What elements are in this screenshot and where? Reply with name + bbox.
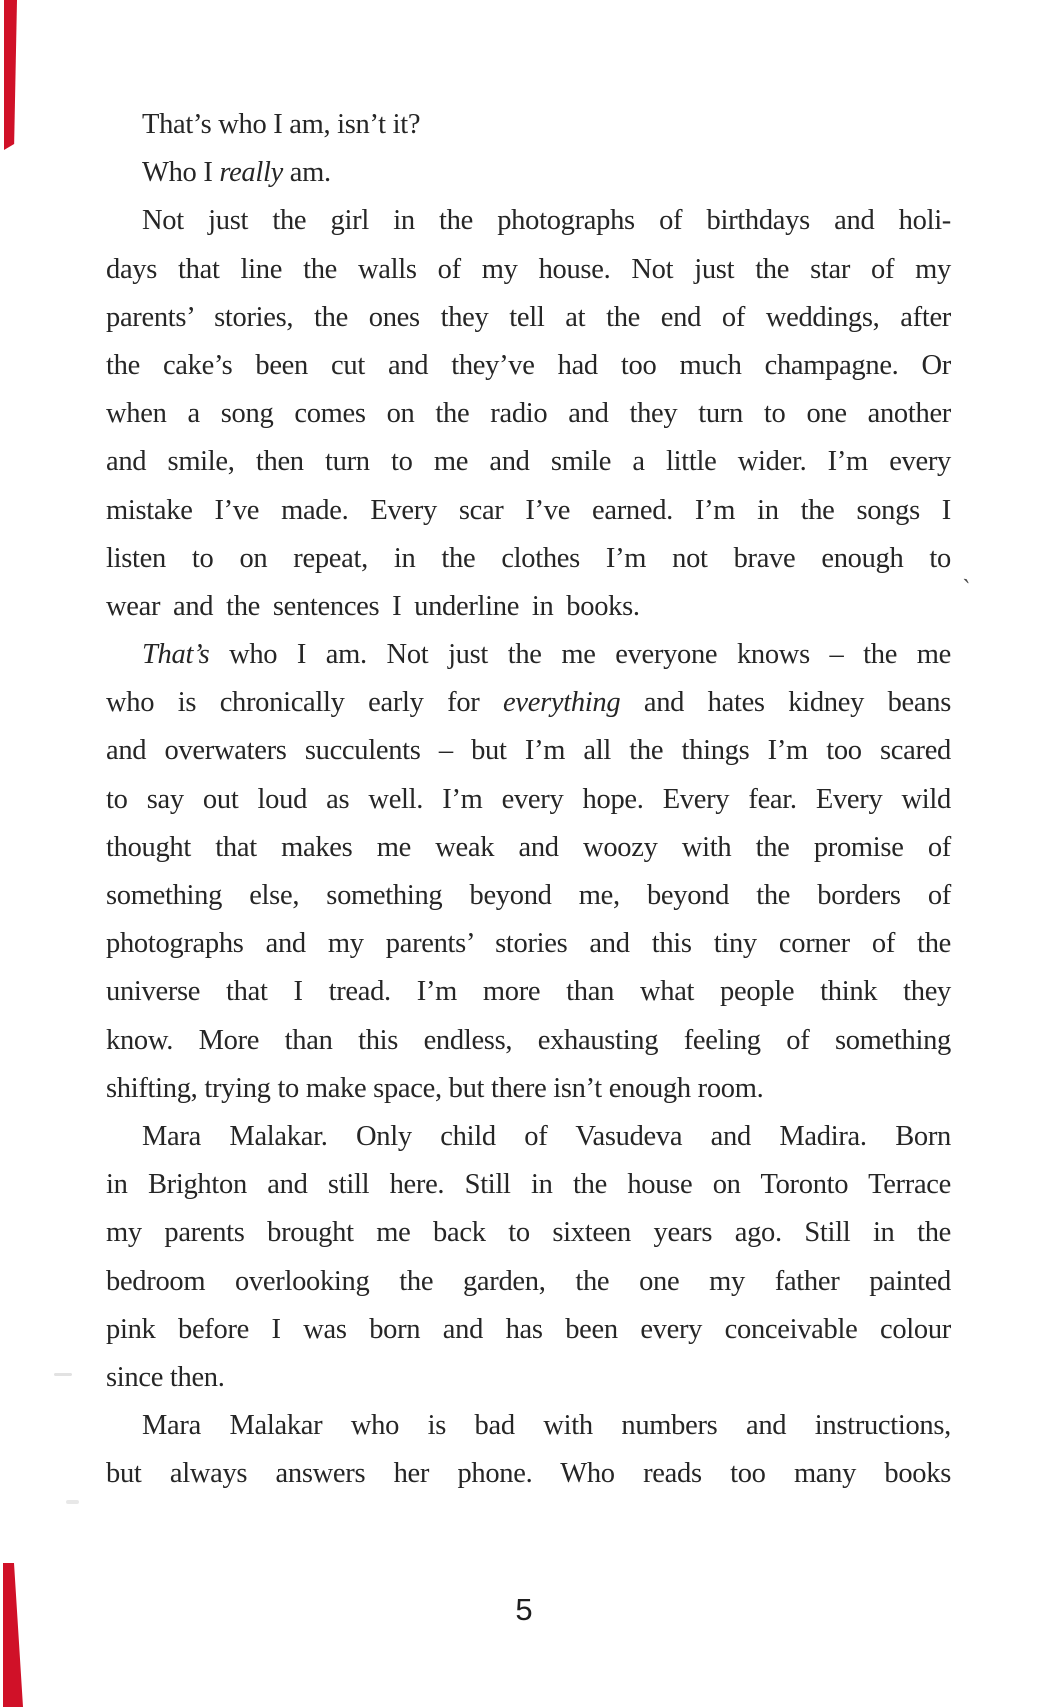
text-line: parents’ stories, the ones they tell at the end of weddings, after xyxy=(106,301,951,333)
text-line: Mara Malakar who is bad with numbers and instructions, xyxy=(142,1410,951,1442)
text-line: Mara Malakar. Only child of Vasudeva and Madira. Born xyxy=(142,1120,951,1152)
text-line: thought that makes me weak and woozy with the promise of xyxy=(106,831,951,863)
text-line: since then. xyxy=(106,1361,225,1393)
text-line: in Brighton and still here. Still in the house on Toronto Terrace xyxy=(106,1169,951,1201)
text-line: to say out loud as well. I’m every hope. Every fear. Every wild xyxy=(106,783,951,815)
text-line: when a song comes on the radio and they turn to one another xyxy=(106,398,951,430)
text-line: Who I really am. xyxy=(142,157,331,189)
text-line: but always answers her phone. Who reads too many books xyxy=(106,1458,951,1490)
text-line: and smile, then turn to me and smile a little wider. I’m every xyxy=(106,446,951,478)
text-line: Not just the girl in the photographs of birthdays and holi- xyxy=(142,205,951,237)
text-line: shifting, trying to make space, but there isn’t enough room. xyxy=(106,1072,764,1104)
scan-artifact-smudge xyxy=(66,1500,79,1504)
text-line: days that line the walls of my house. Not just the star of my xyxy=(106,253,951,285)
text-line: my parents brought me back to sixteen years ago. Still in the xyxy=(106,1217,951,1249)
text-line: universe that I tread. I’m more than what people think they xyxy=(106,976,951,1008)
text-line: who is chronically early for everything and hates kidney beans xyxy=(106,687,951,719)
red-cover-strip-bottom xyxy=(3,1563,23,1707)
text-line: something else, something beyond me, beyond the borders of xyxy=(106,880,951,911)
text-line: and overwaters succulents – but I’m all the things I’m too scared xyxy=(106,735,951,767)
text-line: pink before I was born and has been every conceivable colour xyxy=(106,1313,951,1345)
text-line: photographs and my parents’ stories and this tiny corner of the xyxy=(106,928,951,960)
text-line: mistake I’ve made. Every scar I’ve earned. I’m in the songs I xyxy=(106,494,951,526)
text-line: know. More than this endless, exhausting feeling of something xyxy=(106,1024,951,1056)
red-cover-strip-top xyxy=(4,0,17,150)
scan-artifact-dash xyxy=(54,1373,72,1376)
text-line: bedroom overlooking the garden, the one my father painted xyxy=(106,1265,951,1297)
text-line: wear and the sentences I underline in books. xyxy=(106,590,640,622)
text-line: listen to on repeat, in the clothes I’m not brave enough to xyxy=(106,542,951,574)
text-line: That’s who I am. Not just the me everyone knows – the me xyxy=(142,639,951,671)
text-line: That’s who I am, isn’t it? xyxy=(142,109,421,140)
scan-artifact-tick: ` xyxy=(959,573,972,604)
page-number: 5 xyxy=(515,1592,533,1627)
text-line: the cake’s been cut and they’ve had too much champagne. Or xyxy=(106,349,951,381)
page-text xyxy=(106,101,951,1498)
